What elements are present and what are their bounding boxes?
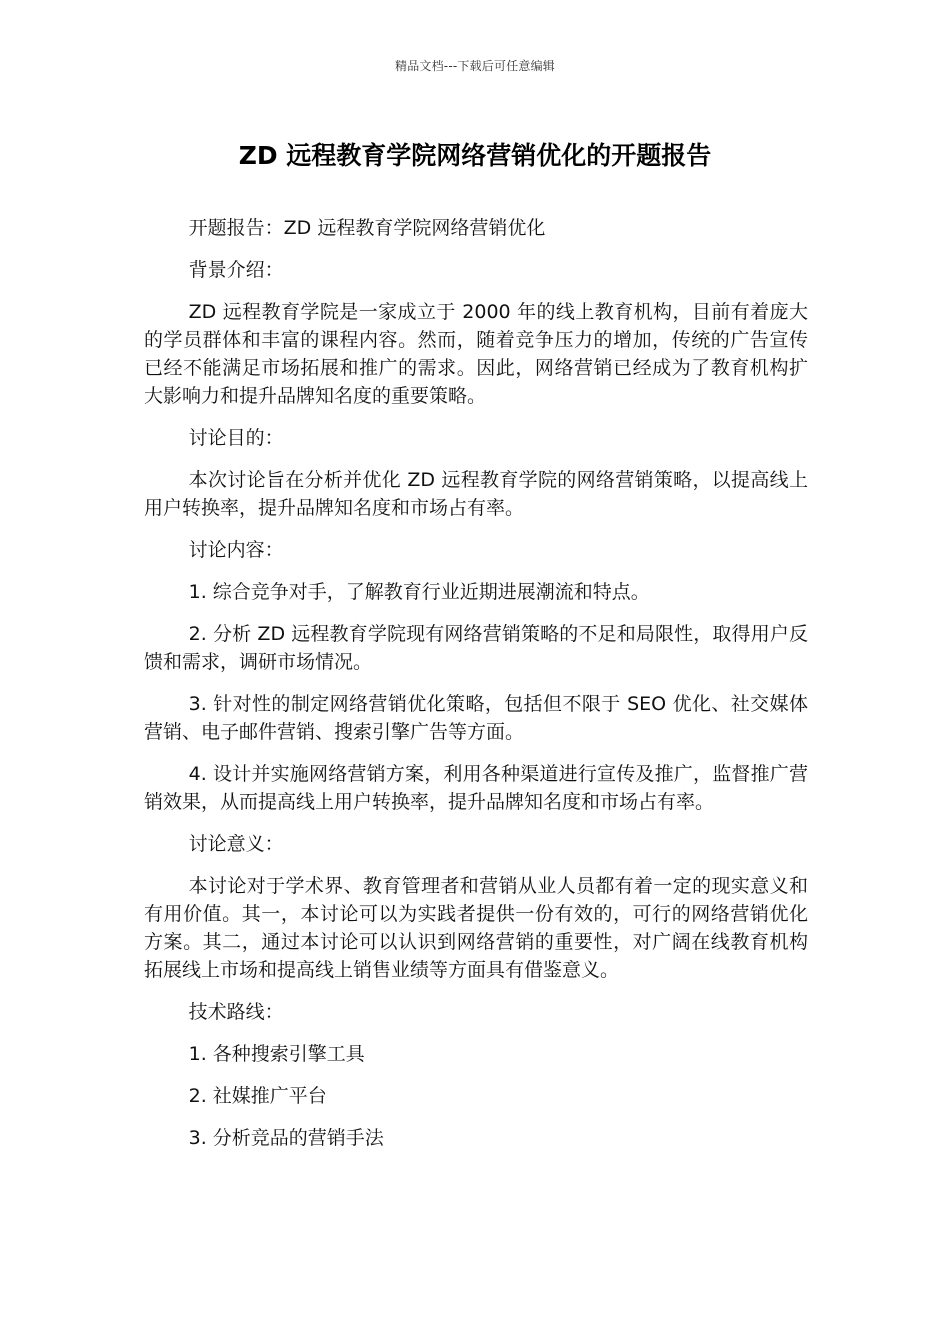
document-body [144, 214, 808, 1166]
paragraph-background: ZD 远程教育学院是一家成立于 2000 年的线上教育机构，目前有着庞大的学员群体和丰富的课程内容。然而，随着竞争压力的增加，传统的广告宣传已经不能满足市场拓展和推广的需求。因此，网络营销已经成为了教育机构扩大影响力和提升品牌知名度的重要策略。 [144, 301, 808, 407]
list-item-route-1: 1. 各种搜索引擎工具 [188, 1043, 365, 1065]
list-item-content-3: 3. 针对性的制定网络营销优化策略，包括但不限于 SEO 优化、社交媒体营销、电子邮件营销、搜索引擎广告等方面。 [144, 693, 808, 743]
heading-background: 背景介绍： [188, 259, 284, 281]
heading-technical-route: 技术路线： [188, 1001, 284, 1023]
heading-purpose: 讨论目的： [188, 427, 284, 449]
heading-content: 讨论内容： [188, 539, 284, 561]
header-note: 精品文档---下载后可任意编辑 [395, 59, 555, 73]
paragraph-significance: 本讨论对于学术界、教育管理者和营销从业人员都有着一定的现实意义和有用价值。其一，本讨论可以为实践者提供一份有效的，可行的网络营销优化方案。其二，通过本讨论可以认识到网络营销的重要性，对广阔在线教育机构拓展线上市场和提高线上销售业绩等方面具有借鉴意义。 [144, 875, 808, 981]
document-title: ZD 远程教育学院网络营销优化的开题报告 [238, 141, 712, 170]
list-item-route-3: 3. 分析竞品的营销手法 [188, 1127, 384, 1149]
list-item-route-2: 2. 社媒推广平台 [188, 1085, 327, 1107]
list-item-content-2: 2. 分析 ZD 远程教育学院现有网络营销策略的不足和局限性，取得用户反馈和需求，调研市场情况。 [144, 623, 808, 673]
list-item-content-4: 4. 设计并实施网络营销方案，利用各种渠道进行宣传及推广，监督推广营销效果，从而提高线上用户转换率，提升品牌知名度和市场占有率。 [144, 763, 808, 813]
paragraph-report-topic: 开题报告：ZD 远程教育学院网络营销优化 [188, 217, 546, 239]
paragraph-purpose: 本次讨论旨在分析并优化 ZD 远程教育学院的网络营销策略，以提高线上用户转换率，提升品牌知名度和市场占有率。 [144, 469, 808, 519]
heading-significance: 讨论意义： [188, 833, 284, 855]
list-item-content-1: 1. 综合竞争对手，了解教育行业近期进展潮流和特点。 [188, 581, 650, 603]
